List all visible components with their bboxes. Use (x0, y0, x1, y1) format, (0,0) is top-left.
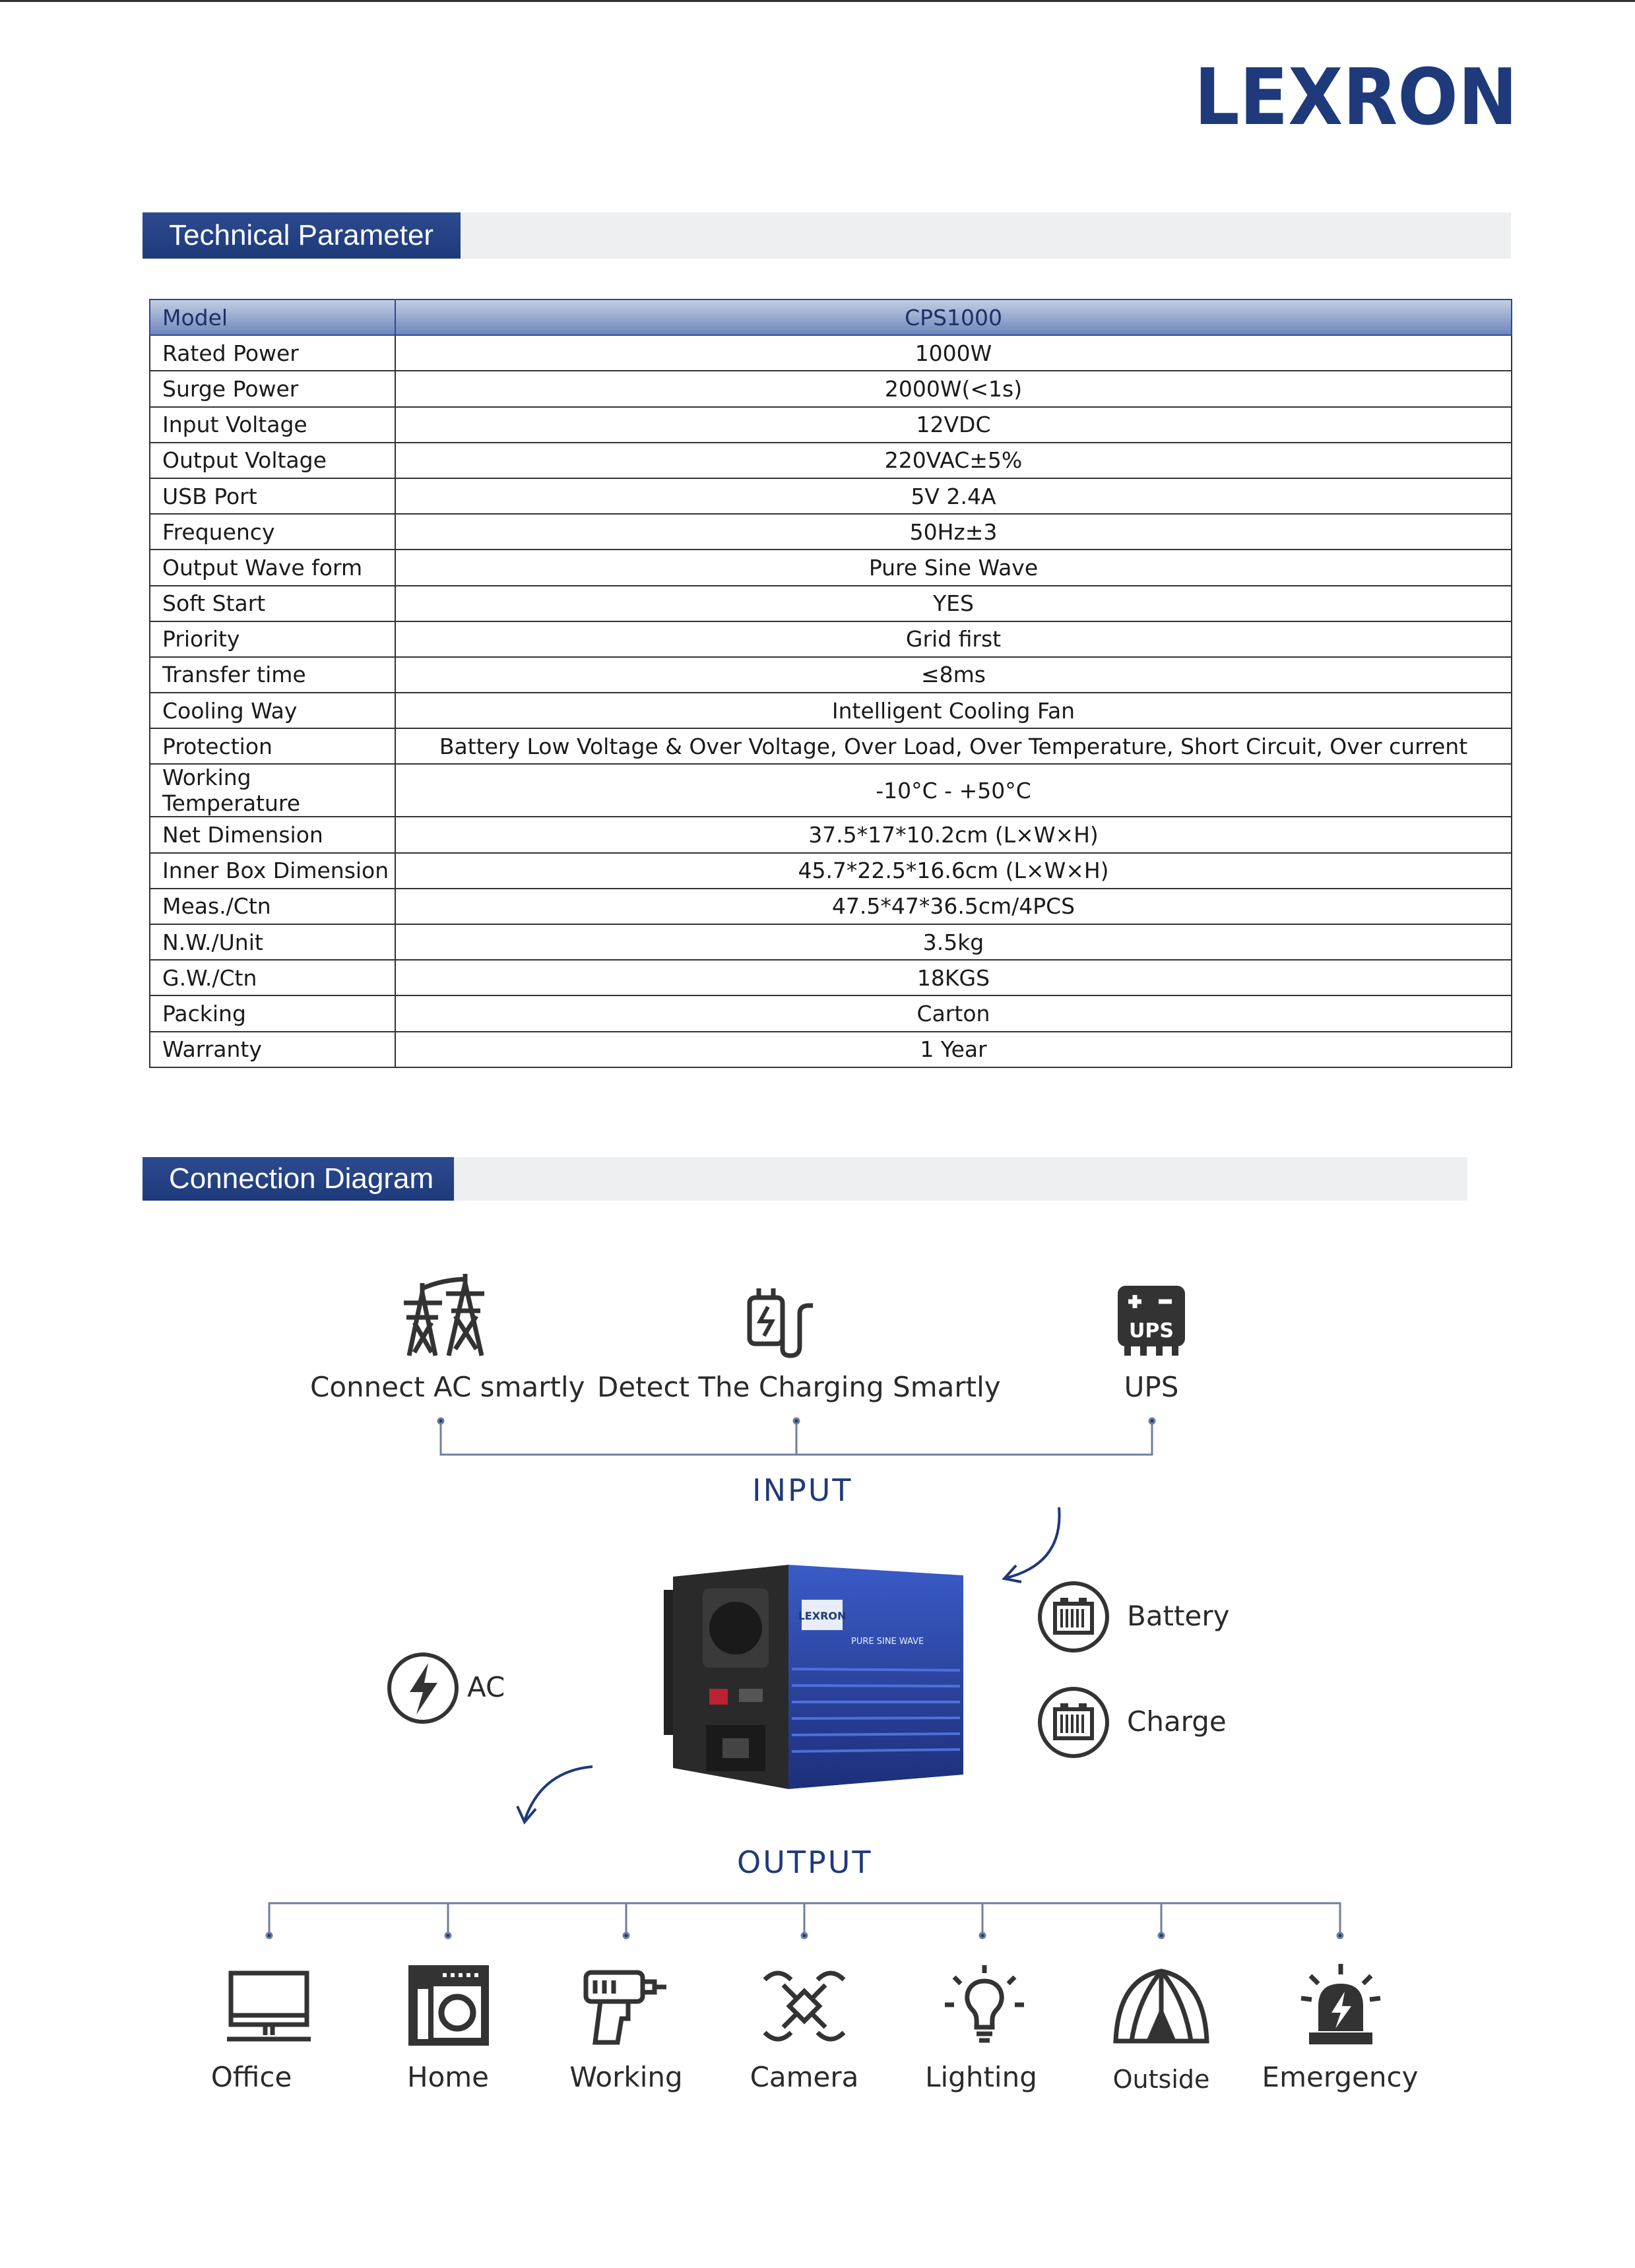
inverter-product-image (660, 1557, 970, 1794)
spec-key: USB Port (150, 478, 395, 514)
connection-section-title: Connection Diagram (143, 1157, 454, 1201)
spec-value: 12VDC (395, 407, 1512, 443)
ac-label: AC (467, 1671, 505, 1703)
spec-value: 3.5kg (395, 924, 1512, 960)
spec-value: 50Hz±3 (395, 514, 1512, 550)
spec-value: 220VAC±5% (395, 443, 1512, 478)
spec-key: Working Temperature (150, 764, 395, 817)
output-title: OUTPUT (737, 1844, 873, 1880)
spec-value: Grid first (395, 621, 1512, 657)
spec-key: Cooling Way (150, 693, 395, 728)
spec-value: 1 Year (395, 1032, 1512, 1067)
spec-key: Inner Box Dimension (150, 853, 395, 889)
spec-key: Protection (150, 728, 395, 764)
spec-key: Meas./Ctn (150, 889, 395, 924)
spec-value: Intelligent Cooling Fan (395, 693, 1512, 728)
svg-text:LEXRON: LEXRON (798, 1610, 847, 1622)
spec-key: Net Dimension (150, 817, 395, 852)
alarm-light-icon (1300, 1963, 1382, 2047)
spec-value: 2000W(<1s) (395, 371, 1512, 406)
spec-key: Surge Power (150, 371, 395, 406)
spec-key: Warranty (150, 1032, 395, 1067)
tent-icon (1112, 1966, 1211, 2046)
svg-text:LEXRON: LEXRON (1194, 58, 1518, 137)
battery-circle-icon (1037, 1580, 1110, 1654)
spec-value: 18KGS (395, 960, 1512, 995)
spec-key: Model (150, 299, 395, 335)
spec-key: Priority (150, 621, 395, 657)
spec-value: 45.7*22.5*16.6cm (L×W×H) (395, 853, 1512, 889)
output-label-working: Working (569, 2061, 683, 2093)
drone-icon (761, 1963, 848, 2050)
spec-key: Input Voltage (150, 407, 395, 443)
drill-icon (581, 1966, 670, 2048)
charge-label: Charge (1127, 1705, 1227, 1738)
charge-circle-icon (1037, 1685, 1110, 1759)
input-title: INPUT (752, 1472, 853, 1508)
spec-key: Packing (150, 995, 395, 1031)
spec-key: Frequency (150, 514, 395, 550)
output-label-lighting: Lighting (925, 2061, 1037, 2093)
spec-value: 5V 2.4A (395, 478, 1512, 514)
spec-key: Output Voltage (150, 443, 395, 478)
spec-value: ≤8ms (395, 657, 1512, 693)
spec-key: Rated Power (150, 335, 395, 371)
input-label-ac: Connect AC smartly (310, 1371, 585, 1403)
output-label-emergency: Emergency (1262, 2061, 1419, 2093)
spec-value: YES (395, 586, 1512, 621)
spec-key: Soft Start (150, 586, 395, 621)
svg-text:PURE SINE WAVE: PURE SINE WAVE (851, 1637, 924, 1647)
spec-key: N.W./Unit (150, 924, 395, 960)
spec-value: -10°C - +50°C (395, 764, 1512, 817)
spec-key: Output Wave form (150, 550, 395, 585)
output-label-outside: Outside (1112, 2065, 1210, 2094)
spec-key: Transfer time (150, 657, 395, 693)
output-label-home: Home (406, 2061, 490, 2093)
spec-value: Carton (395, 995, 1512, 1031)
monitor-icon (224, 1969, 313, 2045)
technical-section-title: Technical Parameter (143, 212, 461, 259)
spec-value: 47.5*47*36.5cm/4PCS (395, 889, 1512, 924)
spec-key: G.W./Ctn (150, 960, 395, 995)
battery-label: Battery (1127, 1600, 1230, 1632)
spec-value: CPS1000 (395, 299, 1512, 335)
light-bulb-icon (944, 1963, 1026, 2048)
input-label-ups: UPS (1124, 1371, 1179, 1403)
lightning-circle-icon (386, 1651, 460, 1725)
spec-value: 1000W (395, 335, 1512, 371)
washing-machine-icon (406, 1963, 492, 2048)
svg-text:UPS: UPS (1129, 1319, 1174, 1342)
spec-value: 37.5*17*10.2cm (L×W×H) (395, 817, 1512, 852)
output-label-camera: Camera (750, 2061, 859, 2093)
spec-value: Pure Sine Wave (395, 550, 1512, 585)
spec-value: Battery Low Voltage & Over Voltage, Over Load, Over Temperature, Short Circuit, Over current (395, 728, 1512, 764)
input-label-charging: Detect The Charging Smartly (597, 1371, 1001, 1403)
output-label-office: Office (210, 2061, 292, 2093)
